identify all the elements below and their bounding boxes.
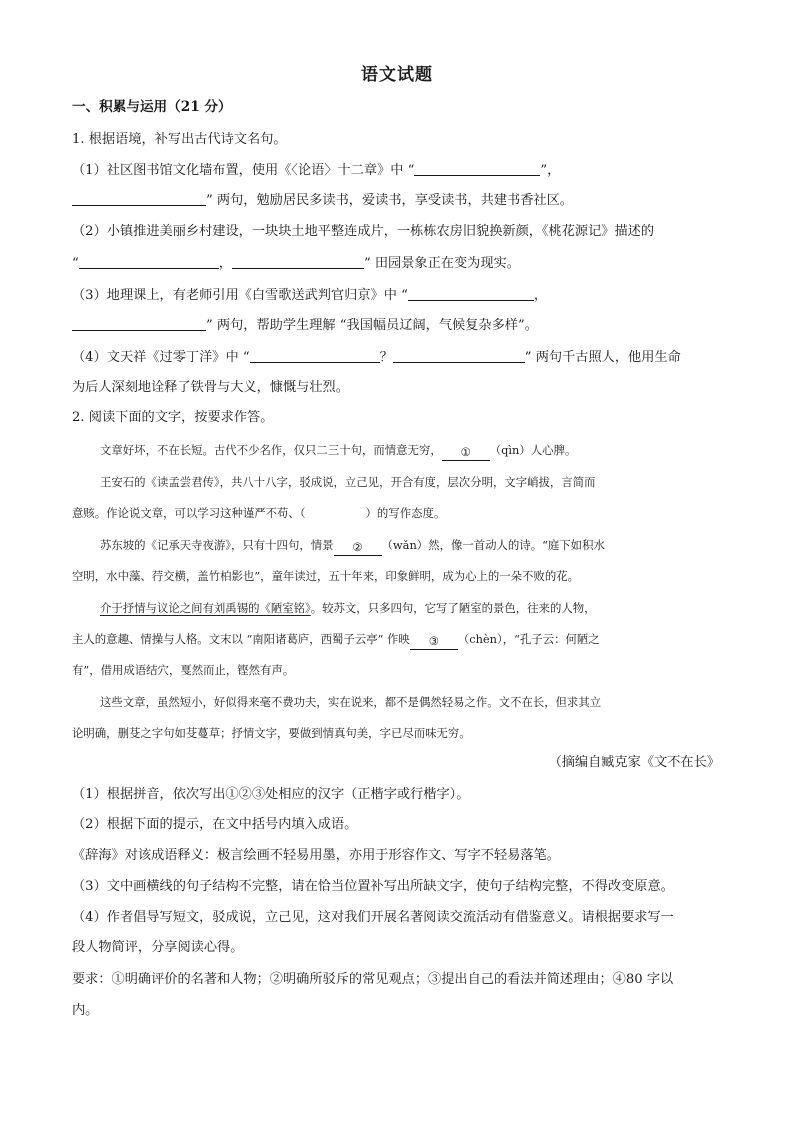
passage-para1 <box>100 440 724 461</box>
answer-blank-2[interactable]: ② <box>334 539 382 556</box>
text: ”， <box>540 163 561 178</box>
text: ， <box>533 288 548 303</box>
text: ， <box>218 256 232 271</box>
answer-blank[interactable] <box>414 160 540 176</box>
sub-question-2: （2）根据下面的提示，在文中括号内填入成语。 <box>72 817 358 832</box>
answer-blank-1[interactable]: ① <box>442 444 490 461</box>
q1-part1-line2 <box>72 190 728 211</box>
text: 苏东坡的《记承天寺夜游》，只有十四句，情景 <box>100 538 334 552</box>
passage-para3-line1 <box>100 535 724 556</box>
text: ” 田园景象正在变为现实。 <box>363 256 520 271</box>
requirements-line1: 要求：①明确评价的名著和人物；②明确所驳斥的常见观点；③提出自己的看法并简述理由；④80 字以 <box>72 972 674 987</box>
text: ” 两句，勉励居民多读书，爱读书，享受读书，共建书香社区。 <box>206 193 573 208</box>
text: 意赅。作论说文章，可以学习这种谨严不苟、（ <box>72 506 306 520</box>
passage-para4-line2 <box>72 629 724 650</box>
passage-para2-line2 <box>72 503 724 523</box>
q1-part3-line1 <box>72 285 728 306</box>
answer-blank[interactable] <box>232 253 364 269</box>
sub-question-3: （3）文中画横线的句子结构不完整，请在恰当位置补写出所缺文字，使句子结构完整，不得改变原意。 <box>72 879 674 894</box>
passage-para5-line1: 这些文章，虽然短小，好似得来毫不费功夫，实在说来，都不是偶然轻易之作。文不在长，但求其立 <box>100 695 602 709</box>
q1-part4-line1 <box>72 347 728 368</box>
passage-para2-line1: 王安石的《读孟尝君传》，共八十八字，驳成说，立己见，开合有度，层次分明，文字峭拔，言简而 <box>100 475 596 489</box>
passage-para4-line3: 有”，借用成语结穴，戛然而止，铿然有声。 <box>72 663 295 677</box>
answer-blank[interactable] <box>72 315 206 331</box>
answer-blank[interactable] <box>393 347 525 363</box>
requirements-line2: 内。 <box>72 1003 99 1018</box>
text: “ <box>72 256 79 271</box>
q1-part3-line2 <box>72 315 728 336</box>
text: ）的写作态度。 <box>365 506 446 520</box>
text: 文章好坏，不在长短。古代不少名作，仅只二三十句，而情意无穷， <box>100 443 442 457</box>
passage-para5-line2: 论明确，删芟之字句如芟蔓草；抒情文字，要做到情真句美，字已尽而味无穷。 <box>72 726 471 740</box>
text: ” 两句，帮助学生理解 “我国幅员辽阔，气候复杂多样”。 <box>206 318 538 333</box>
question-1-stem: 1. 根据语境，补写出古代诗文名句。 <box>72 132 287 147</box>
q1-part1-line1 <box>72 160 728 181</box>
text: ” 两句千古照人，他用生命 <box>524 350 681 365</box>
answer-blank[interactable] <box>250 347 380 363</box>
text: （4）文天祥《过零丁洋》中 “ <box>72 350 250 365</box>
underlined-sentence: 介于抒情与议论之间有刘禹锡的《陋室铭》 <box>100 601 311 615</box>
answer-blank[interactable] <box>72 190 206 206</box>
answer-blank[interactable] <box>408 285 534 301</box>
q1-part4-line2: 为后人深刻地诠释了铁骨与大义，慷慨与壮烈。 <box>72 380 349 395</box>
text: （qìn）人心脾。 <box>489 443 577 457</box>
source-citation: （摘编自臧克家《文不在长》 <box>548 755 720 770</box>
answer-blank-3[interactable]: ③ <box>410 633 458 650</box>
sub-question-4-line1: （4）作者倡导写短文，驳成说，立己见，这对我们开展名著阅读交流活动有借鉴意义。请根据要求写一 <box>72 910 674 925</box>
text: （1）社区图书馆文化墙布置，使用《〈论语〉十二章》中 “ <box>72 163 415 178</box>
question-2-stem: 2. 阅读下面的文字，按要求作答。 <box>72 410 274 425</box>
sub-question-4-line2: 段人物简评，分享阅读心得。 <box>72 940 244 955</box>
page-title: 语文试题 <box>361 65 433 85</box>
q1-part2-line1: （2）小镇推进美丽乡村建设，一块块土地平整连成片，一栋栋农房旧貌换新颜，《桃花源记》描述的 <box>72 224 655 239</box>
text: 。较苏文，只多四句，它写了陋室的景色，往来的人物， <box>310 601 596 615</box>
passage-para4-line1 <box>100 598 724 618</box>
text: （3）地理课上，有老师引用《白雪歌送武判官归京》中 “ <box>72 288 408 303</box>
text: 主人的意趣、情操与人格。文末以 “南阳诸葛庐，西蜀子云亭” 作映 <box>72 632 410 646</box>
section-heading: 一、积累与运用（21 分） <box>72 99 232 115</box>
text: （wǎn）然，像一首动人的诗。“庭下如积水 <box>381 538 605 552</box>
cihai-definition: 《辞海》对该成语释义：极言绘画不轻易用墨，亦用于形容作文、写字不轻易落笔。 <box>72 848 560 863</box>
text: （chèn），“孔子云：何陋之 <box>457 632 600 646</box>
sub-question-1: （1）根据拼音，依次写出①②③处相应的汉字（正楷字或行楷字）。 <box>72 787 470 802</box>
passage-para3-line2: 空明，水中藻、荇交横，盖竹柏影也”，童年读过，五十年来，印象鲜明，成为心上的一朵不败的花。 <box>72 569 580 583</box>
answer-blank[interactable] <box>79 253 219 269</box>
q1-part2-line2 <box>72 253 728 274</box>
text: ？ <box>379 350 393 365</box>
